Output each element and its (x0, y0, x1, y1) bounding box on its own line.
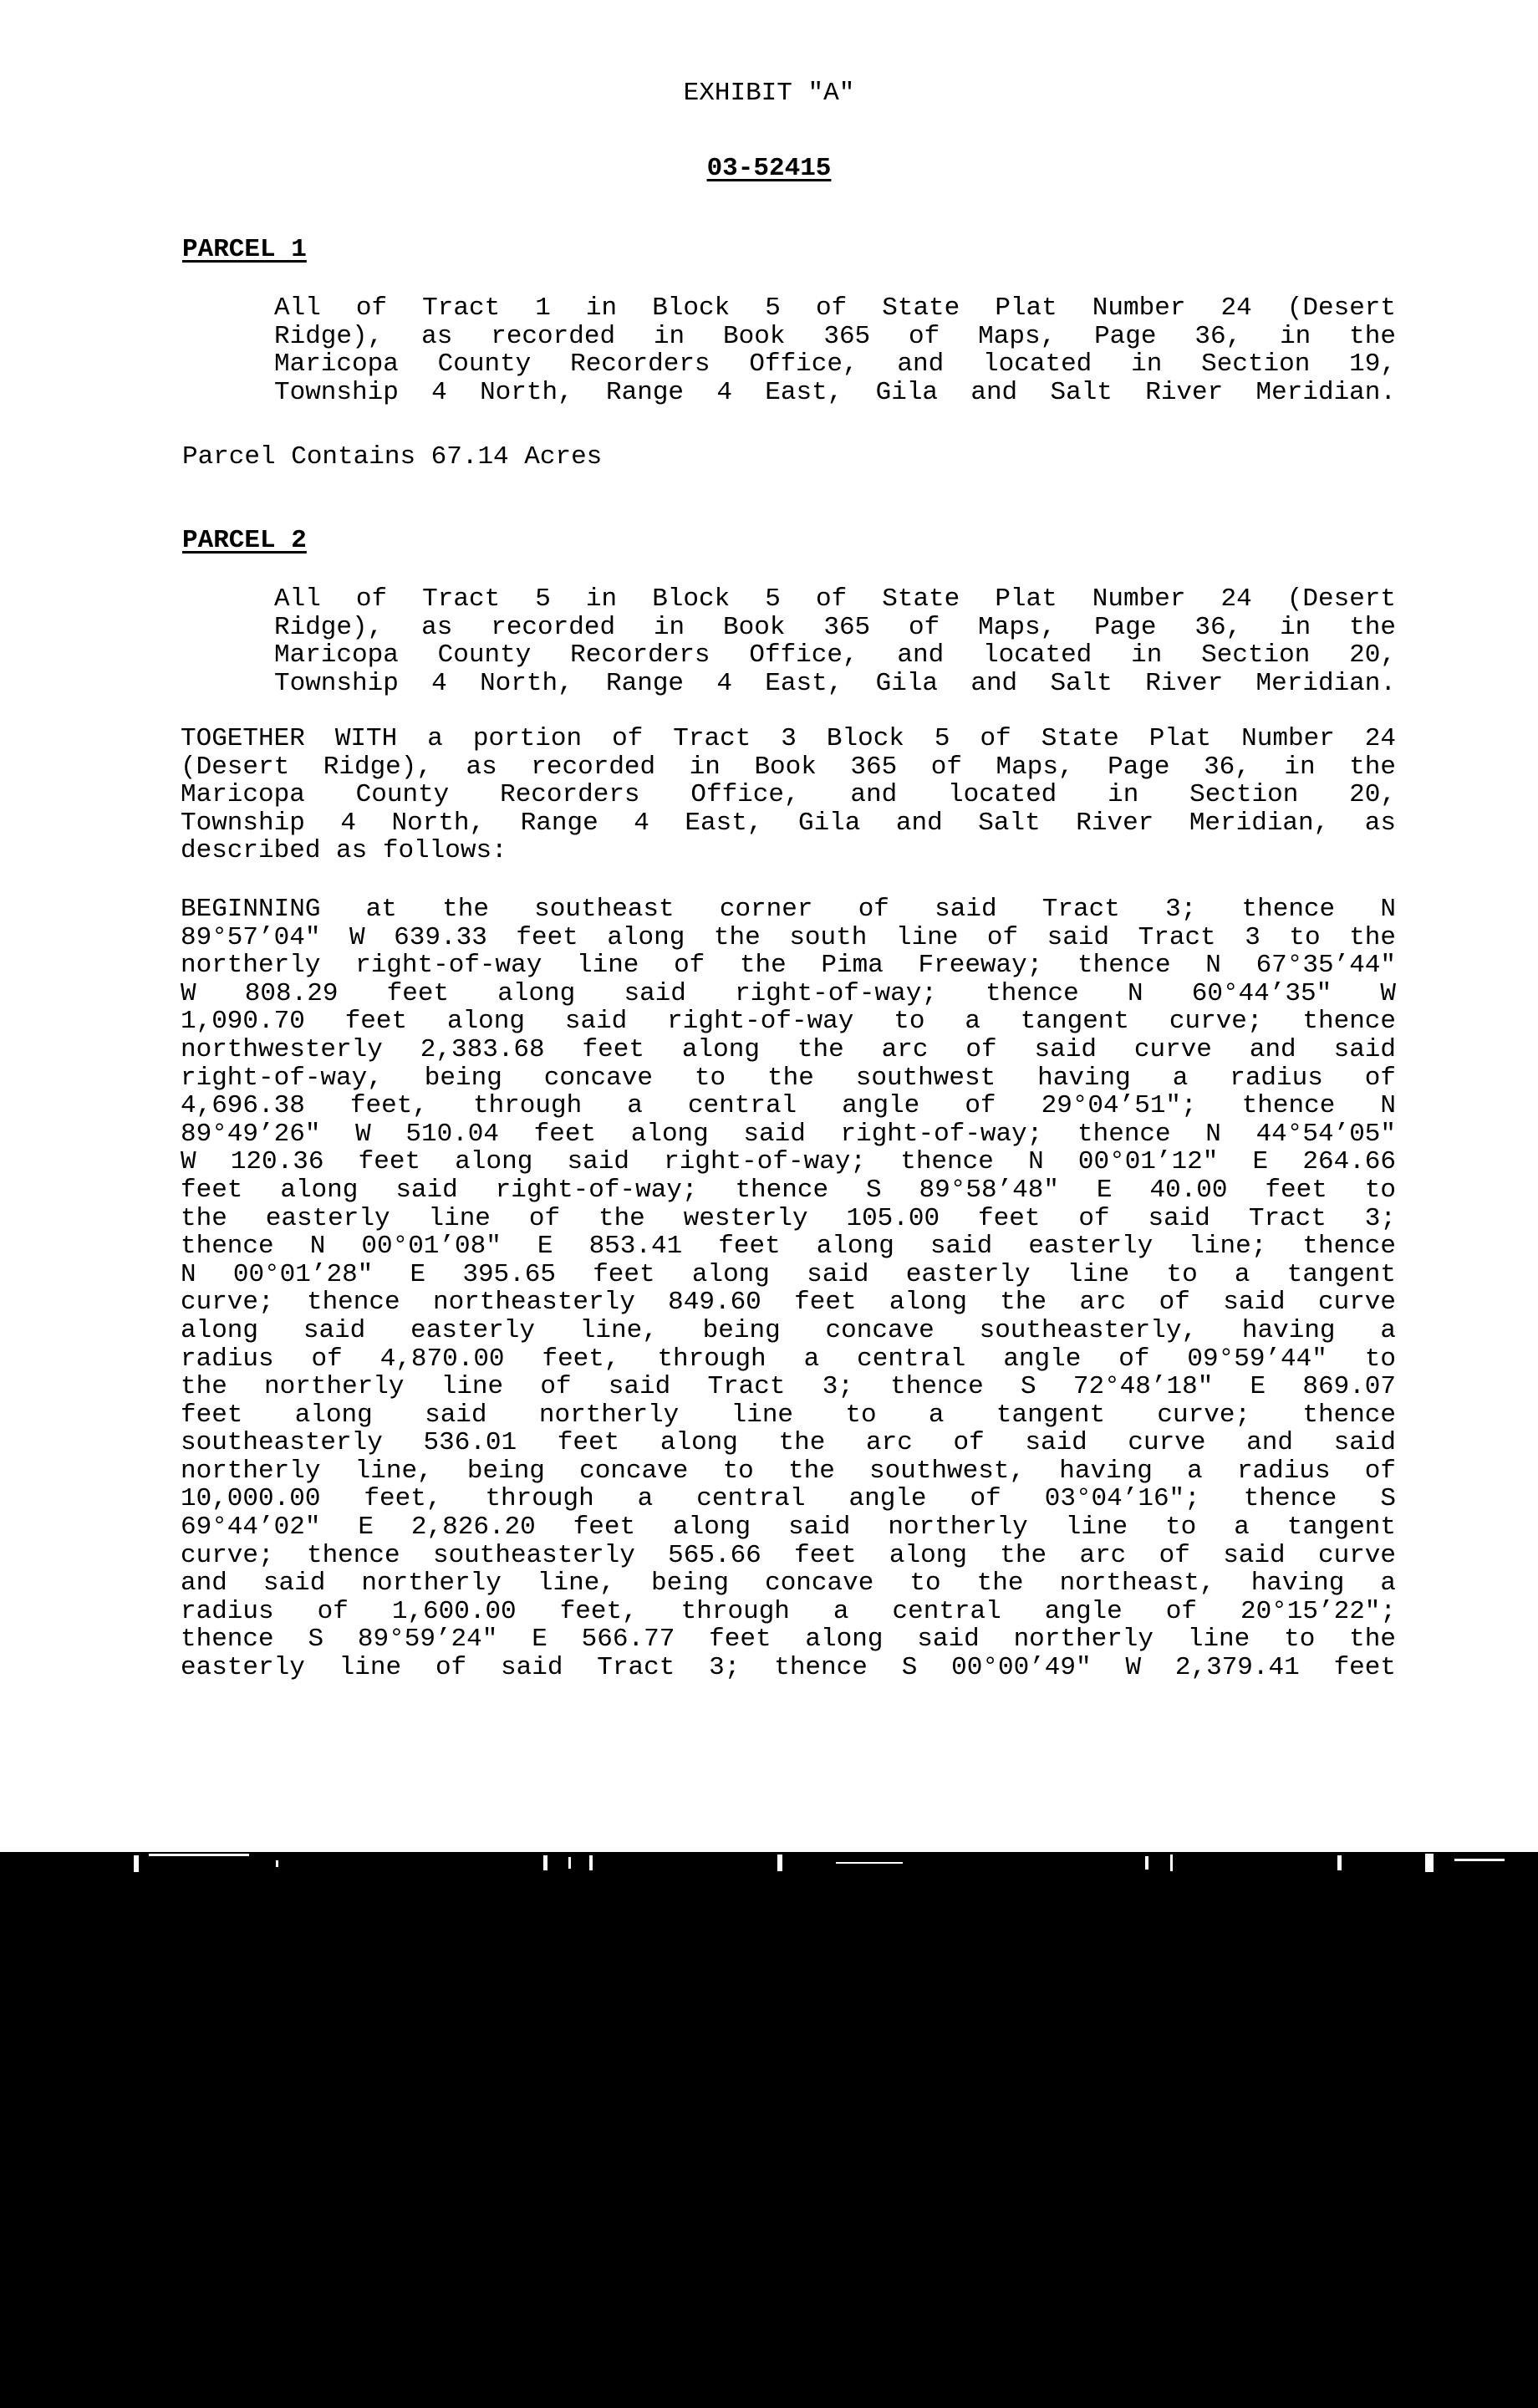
text-line: Maricopa County Recorders Office, and located in Section 20, (274, 640, 1396, 671)
text-line: and said northerly line, being concave to the northeast, having a (181, 1569, 1396, 1599)
scan-black-band (0, 1852, 1538, 2408)
text-line: northerly line, being concave to the southwest, having a radius of (181, 1456, 1396, 1486)
text-line: (Desert Ridge), as recorded in Book 365 of Maps, Page 36, in the (181, 752, 1396, 782)
text-line: along said easterly line, being concave southeasterly, having a (181, 1315, 1396, 1345)
text-line: Township 4 North, Range 4 East, Gila and Salt River Meridian, as (181, 808, 1396, 838)
text-line: All of Tract 1 in Block 5 of State Plat Number 24 (Desert (274, 293, 1396, 323)
text-line: Township 4 North, Range 4 East, Gila and Salt River Meridian. (274, 668, 1396, 698)
parcel-1-description (274, 294, 1396, 406)
text-line: easterly line of said Tract 3; thence S 00°00’49" W 2,379.41 feet (181, 1653, 1396, 1683)
text-line: the easterly line of the westerly 105.00 feet of said Tract 3; (181, 1203, 1396, 1233)
text-line: 69°44’02" E 2,826.20 feet along said northerly line to a tangent (181, 1513, 1396, 1543)
exhibit-title: EXHIBIT "A" (683, 79, 855, 108)
text-line: described as follows: (181, 836, 507, 866)
text-line: radius of 1,600.00 feet, through a central angle of 20°15’22"; (181, 1596, 1396, 1626)
text-line: BEGINNING at the southeast corner of said Tract 3; thence N (181, 895, 1396, 924)
text-line: feet along said right-of-way; thence S 89°58’48" E 40.00 feet to (181, 1175, 1396, 1205)
text-line: All of Tract 5 in Block 5 of State Plat Number 24 (Desert (274, 584, 1396, 614)
text-line: thence S 89°59’24" E 566.77 feet along said northerly line to the (181, 1625, 1396, 1655)
document-number: 03-52415 (706, 154, 832, 183)
text-line: 89°57’04" W 639.33 feet along the south line of said Tract 3 to the (181, 922, 1396, 952)
metes-and-bounds-description (181, 895, 1396, 1682)
text-line: 4,696.38 feet, through a central angle of 29°04’51"; thence N (181, 1091, 1396, 1121)
text-line: N 00°01’28" E 395.65 feet along said easterly line to a tangent (181, 1259, 1396, 1289)
text-line: feet along said northerly line to a tangent curve; thence (181, 1400, 1396, 1430)
text-line: Maricopa County Recorders Office, and located in Section 20, (181, 780, 1396, 810)
text-line: 89°49’26" W 510.04 feet along said right-of-way; thence N 44°54’05" (181, 1119, 1396, 1149)
scan-artifact-strip (0, 1852, 1538, 1874)
text-line: Ridge), as recorded in Book 365 of Maps, Page 36, in the (274, 612, 1396, 642)
text-line: curve; thence northeasterly 849.60 feet along the arc of said curve (181, 1288, 1396, 1318)
text-line: TOGETHER WITH a portion of Tract 3 Block 5 of State Plat Number 24 (181, 724, 1396, 753)
parcel-2-heading: PARCEL 2 (182, 526, 307, 555)
text-line: Township 4 North, Range 4 East, Gila and Salt River Meridian. (274, 377, 1396, 407)
text-line: thence N 00°01’08" E 853.41 feet along said easterly line; thence (181, 1232, 1396, 1262)
text-line: southeasterly 536.01 feet along the arc of said curve and said (181, 1428, 1396, 1458)
text-line: 10,000.00 feet, through a central angle of 03°04’16"; thence S (181, 1484, 1396, 1514)
together-with-paragraph (181, 725, 1396, 865)
text-line: northwesterly 2,383.68 feet along the arc of said curve and said (181, 1034, 1396, 1064)
text-line: right-of-way, being concave to the southwest having a radius of (181, 1063, 1396, 1093)
text-line: Maricopa County Recorders Office, and located in Section 19, (274, 349, 1396, 380)
text-line: northerly right-of-way line of the Pima Freeway; thence N 67°35’44" (181, 951, 1396, 981)
parcel-2-description (274, 585, 1396, 697)
text-line: curve; thence southeasterly 565.66 feet along the arc of said curve (181, 1540, 1396, 1570)
text-line: the northerly line of said Tract 3; thence S 72°48’18" E 869.07 (181, 1372, 1396, 1402)
text-line: radius of 4,870.00 feet, through a central angle of 09°59’44" to (181, 1344, 1396, 1374)
parcel-1-acreage: Parcel Contains 67.14 Acres (182, 442, 603, 472)
text-line: 1,090.70 feet along said right-of-way to a tangent curve; thence (181, 1007, 1396, 1037)
text-line: Ridge), as recorded in Book 365 of Maps, Page 36, in the (274, 321, 1396, 351)
text-line: W 808.29 feet along said right-of-way; thence N 60°44’35" W (181, 978, 1396, 1008)
parcel-1-heading: PARCEL 1 (182, 235, 307, 264)
text-line: W 120.36 feet along said right-of-way; thence N 00°01’12" E 264.66 (181, 1147, 1396, 1177)
